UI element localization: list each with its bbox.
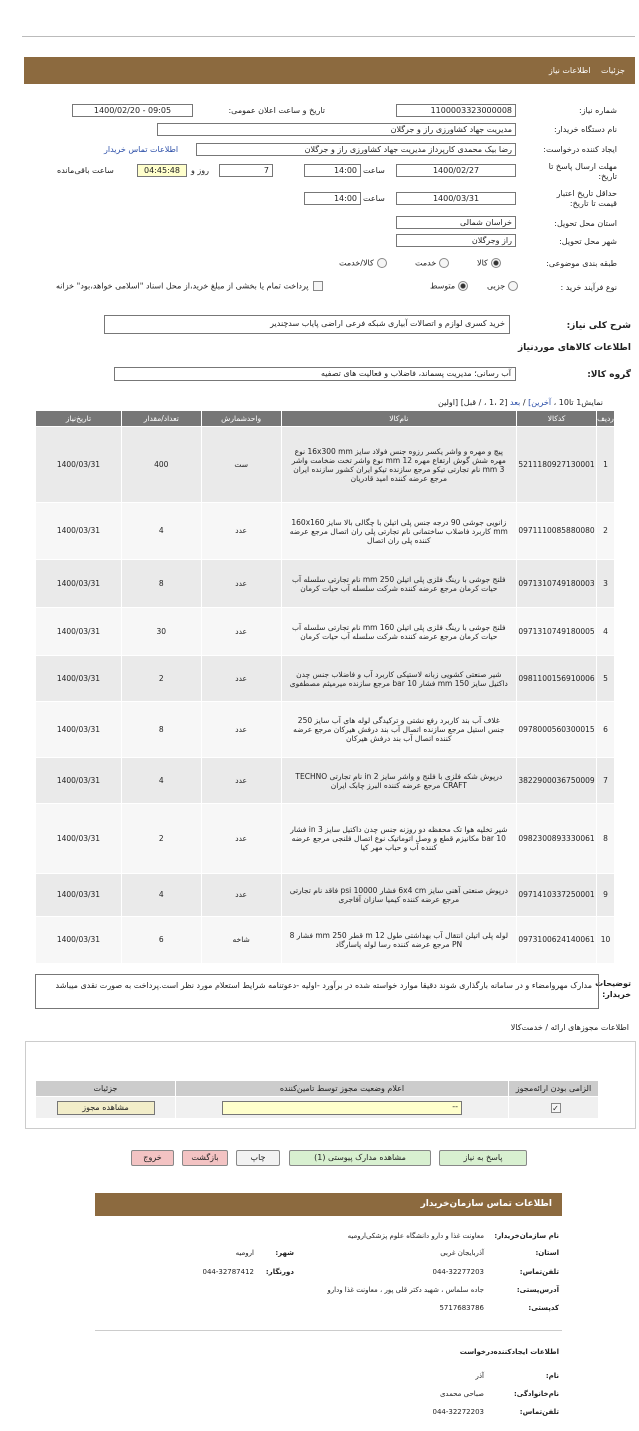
view-permit-button[interactable]: مشاهده مجوز (57, 1101, 155, 1115)
contact-divider (95, 1330, 562, 1331)
pager-prev[interactable]: / قبل] (460, 398, 482, 407)
item-qty: 4 (121, 503, 201, 560)
group-field: آب رسانی؛ مدیریت پسماند، فاضلاب و فعالیت های تصفیه (114, 367, 516, 381)
announce-field (72, 104, 193, 117)
items-col-header: تعداد/مقدار (121, 411, 201, 427)
item-date: 1400/03/31 (36, 758, 122, 804)
item-code: 3822900036750009 (517, 758, 597, 804)
contact-province-label: استان: (535, 1249, 559, 1257)
cat-service-label: خدمت (415, 258, 437, 268)
exit-button[interactable]: خروج (131, 1150, 174, 1166)
item-date: 1400/03/31 (36, 656, 122, 702)
item-unit: عدد (201, 874, 281, 917)
item-code: 0971310749180003 (517, 560, 597, 608)
tab-need-info[interactable]: اطلاعات نیاز (548, 66, 591, 75)
contact-org-label: نام سازمان‌خریدار: (494, 1232, 559, 1240)
buyer-contact-link[interactable]: اطلاعات تماس خریدار (104, 145, 179, 154)
table-row (36, 804, 615, 874)
item-date: 1400/03/31 (36, 917, 122, 964)
pager-pages[interactable]: [2 ،1 ، (483, 398, 508, 407)
pager: نمایش1 تا10 ، آخرین] / بعد [2 ،1 ، / قبل] [اولین (437, 398, 603, 407)
province-field: خراسان شمالی (396, 216, 516, 229)
row-number: 5 (597, 656, 615, 702)
checkbox-icon[interactable] (313, 281, 323, 291)
cat-both-option[interactable] (339, 258, 387, 268)
validity-time-label: ساعت (363, 194, 385, 203)
item-date: 1400/03/31 (36, 702, 122, 758)
pager-last[interactable]: آخرین] (528, 398, 552, 407)
row-number: 3 (597, 560, 615, 608)
item-code: 0981100156910006 (517, 656, 597, 702)
creator-info-title: اطلاعات ایجادکننده‌درخواست (459, 1348, 559, 1356)
notes-label: توضیحات خریدار: (595, 979, 631, 999)
row-number: 9 (597, 874, 615, 917)
item-code: 0982300893330061 (517, 804, 597, 874)
buyer-org-field: مدیریت جهاد کشاورزی راز و جرگلان (157, 123, 516, 136)
item-name: پیچ و مهره و واشر یکسر رزوه جنس فولاد سایز 16x300 mm نوع مهره شش گوش ارتفاع مهره 12 mm نوع واشر تخت ضخامت واشر 3 mm نام تجارتی تیکو مرجع سازنده تیکو ایران کشور سازنده ایران مرجع عرضه کننده امید قادریان (281, 427, 516, 503)
items-col-header: تاریخ‌نیاز (36, 411, 122, 427)
item-code: 0978000560300015 (517, 702, 597, 758)
permits-h-details: جزئیات (36, 1081, 176, 1097)
row-number: 4 (597, 608, 615, 656)
pager-text: نمایش1 تا10 ، (553, 398, 603, 407)
item-unit: ست (201, 427, 281, 503)
category-label: طبقه بندی موضوعی: (546, 259, 617, 268)
item-unit: عدد (201, 702, 281, 758)
contact-postal-label: کدپستی: (528, 1304, 559, 1312)
item-name: فلنج جوشی با رینگ فلزی پلی اتیلن 250 mm نام تجارتی سلسله آب حیات کرمان مرجع عرضه کننده شرکت سلسله آب حیات کرمان (281, 560, 516, 608)
cat-goods-label: کالا (477, 258, 488, 268)
contact-org: معاونت غذا و دارو دانشگاه علوم پزشکی‌ارومیه (347, 1232, 484, 1240)
attachments-button[interactable]: مشاهده مدارک پیوستی (1) (289, 1150, 431, 1166)
cat-both-label: کالا/خدمت (339, 258, 374, 268)
pager-next[interactable]: بعد (510, 398, 521, 407)
reply-time-field: 14:00 (304, 164, 361, 177)
announce-value: 1400/02/20 - 09:05 (93, 106, 172, 115)
radio-icon[interactable] (439, 258, 449, 268)
contact-phone: 044-32277203 (432, 1268, 484, 1276)
item-date: 1400/03/31 (36, 608, 122, 656)
items-col-header: کدکالا (517, 411, 597, 427)
radio-icon[interactable] (458, 281, 468, 291)
permits-h-required: الزامی بودن ارائه‌مجوز (509, 1081, 599, 1097)
validity-time-field: 14:00 (304, 192, 361, 205)
item-unit: عدد (201, 608, 281, 656)
item-unit: شاخه (201, 917, 281, 964)
permits-h-status: اعلام وضعیت مجوز توسط تامین‌کننده (176, 1081, 509, 1097)
items-table (35, 410, 615, 964)
top-divider (22, 36, 635, 37)
reply-deadline-label: مهلت ارسال پاسخ تا تاریخ: (548, 162, 617, 181)
item-code: 5211180927130001 (517, 427, 597, 503)
creator-field: رضا بیک محمدی کارپرداز مدیریت جهاد کشاورزی راز و جرگلان (196, 143, 516, 156)
group-label: گروه کالا: (587, 370, 631, 380)
item-qty: 6 (121, 917, 201, 964)
creator-family: صباحی محمدی (439, 1390, 484, 1398)
item-qty: 2 (121, 804, 201, 874)
creator-phone-label: تلفن‌تماس: (519, 1408, 559, 1416)
table-row (36, 758, 615, 804)
reply-date-field: 1400/02/27 (396, 164, 516, 177)
need-number-label: شماره نیاز: (579, 106, 617, 115)
radio-icon[interactable] (508, 281, 518, 291)
item-code: 0971310749180005 (517, 608, 597, 656)
contact-fax-label: دورنگار: (265, 1268, 294, 1276)
summary-field: خرید کسری لوازم و اتصالات آبیاری شبکه فرعی اراضی پایاب سدچندیر (104, 315, 510, 334)
row-number: 10 (597, 917, 615, 964)
item-code: 0973100624140061 (517, 917, 597, 964)
items-header-row (36, 411, 615, 427)
items-col-header: نام‌کالا (281, 411, 516, 427)
table-row (36, 608, 615, 656)
table-row (36, 503, 615, 560)
contact-postal: 5717683786 (439, 1304, 484, 1312)
back-button[interactable]: بازگشت (182, 1150, 228, 1166)
buyer-org-label: نام دستگاه خریدار: (554, 125, 617, 134)
row-number: 2 (597, 503, 615, 560)
contact-city-label: شهر: (275, 1249, 294, 1257)
pager-first[interactable]: [اولین (437, 398, 459, 407)
process-label: نوع فرآیند خرید : (560, 283, 617, 292)
permits-table (35, 1080, 599, 1119)
item-name: شیر تخلیه هوا تک محفظه دو روزنه جنس چدن داکتیل سایز 3 in فشار 10 bar مکانیزم قطع و وصل اتوماتیک نوع اتصال فلنجی مرجع عرضه کننده آب و حباب مهر کیا (281, 804, 516, 874)
validity-label: حداقل تاریخ اعتبار قیمت تا تاریخ: (556, 189, 617, 208)
creator-phone: 044-32272203 (432, 1408, 484, 1416)
contact-address: جاده سلماس ، شهید دکتر قلی پور ، معاونت غذا ودارو (327, 1286, 484, 1294)
contact-province: آذربایجان غربی (440, 1249, 484, 1257)
proc-small-label: جزیی (487, 281, 506, 291)
goods-title: اطلاعات کالاهای موردنیاز (517, 343, 631, 353)
contact-phone-label: تلفن‌تماس: (519, 1268, 559, 1276)
item-code: 0971410337250001 (517, 874, 597, 917)
creator-family-label: نام‌خانوادگی: (513, 1390, 559, 1398)
item-unit: عدد (201, 758, 281, 804)
permits-status-cell (176, 1097, 509, 1119)
item-unit: عدد (201, 804, 281, 874)
row-number: 7 (597, 758, 615, 804)
row-number: 8 (597, 804, 615, 874)
table-row (36, 427, 615, 503)
table-row (36, 560, 615, 608)
items-body (36, 427, 615, 964)
item-name: لوله پلی اتیلن انتقال آب بهداشتی طول 12 m قطر 250 mm فشار 8 PN مرجع عرضه کننده رسا لوله پاسارگاد (281, 917, 516, 964)
permits-required-cell (509, 1097, 599, 1119)
item-qty: 30 (121, 608, 201, 656)
item-date: 1400/03/31 (36, 503, 122, 560)
need-number-field: 1100003323000008 (396, 104, 516, 117)
table-row (36, 917, 615, 964)
print-button[interactable]: چاپ (236, 1150, 280, 1166)
cat-service-option[interactable] (415, 258, 449, 268)
item-unit: عدد (201, 560, 281, 608)
item-qty: 4 (121, 758, 201, 804)
reply-button[interactable]: پاسخ به نیاز (439, 1150, 527, 1166)
payment-option[interactable] (56, 281, 323, 291)
item-code: 0971110085880080 (517, 503, 597, 560)
city-label: شهر محل تحویل: (559, 237, 617, 246)
announce-label: تاریخ و ساعت اعلان عمومی: (228, 106, 325, 115)
row-number: 1 (597, 427, 615, 503)
item-name: شیر صنعتی کشویی زبانه لاستیکی کاربرد آب و فاضلاب جنس چدن داکتیل سایز 150 mm فشار 10 bar مرجع سازنده میرمیثم مصطفوی (281, 656, 516, 702)
item-qty: 8 (121, 702, 201, 758)
validity-date-field: 1400/03/31 (396, 192, 516, 205)
check-icon: ✓ (552, 1103, 559, 1113)
items-col-header: واحدشمارش (201, 411, 281, 427)
permits-title: اطلاعات مجوزهای ارائه / خدمت‌کالا (510, 1023, 629, 1032)
item-name: درپوش شکه فلزی با فلنج و واشر سایز 2 in نام تجارتی TECHNO CRAFT مرجع عرضه کننده البرز چابک ایران (281, 758, 516, 804)
row-number: 6 (597, 702, 615, 758)
proc-small-option[interactable] (487, 281, 518, 291)
table-row (36, 702, 615, 758)
remaining-label: ساعت باقی‌مانده (57, 166, 114, 175)
item-name: فلنج جوشی با رینگ فلزی پلی اتیلن 160 mm نام تجارتی سلسله آب حیات کرمان مرجع عرضه کننده شرکت سلسله آب حیات کرمان (281, 608, 516, 656)
cat-goods-option[interactable] (477, 258, 501, 268)
time-label: ساعت (363, 166, 385, 175)
radio-icon[interactable] (491, 258, 501, 268)
province-label: استان محل تحویل: (554, 219, 617, 228)
item-qty: 8 (121, 560, 201, 608)
contact-address-label: آدرس‌پستی: (516, 1286, 559, 1294)
item-name: زانویی جوشی 90 درجه جنس پلی اتیلن با چگالی بالا سایز 160x160 mm کاربرد فاضلاب ساختمانی نام تجارتی پلی ران اتصال مرجع عرضه کننده پلی ران اتصال (281, 503, 516, 560)
item-name: درپوش صنعتی آهنی سایز 6x4 cm فشار 10000 psi فاقد نام تجارتی مرجع عرضه کننده کیمیا سازان آفاجری (281, 874, 516, 917)
permits-details-cell (36, 1097, 176, 1119)
summary-label: شرح کلی نیاز: (566, 321, 631, 331)
contact-fax: 044-32787412 (202, 1268, 254, 1276)
notes-field: مدارک مهروامضاء و در سامانه بارگذاری شوند دقیقا موارد خواسته شده در برآورد -اولیه -دعوتنامه شرایط استعلام مورد نظر است.پرداخت به صورت نقدی میباشد (35, 974, 599, 1009)
item-qty: 2 (121, 656, 201, 702)
item-qty: 400 (121, 427, 201, 503)
item-unit: عدد (201, 503, 281, 560)
days-field: 7 (219, 164, 273, 177)
creator-name-label: نام: (545, 1372, 559, 1380)
item-date: 1400/03/31 (36, 874, 122, 917)
item-date: 1400/03/31 (36, 804, 122, 874)
proc-medium-label: متوسط (430, 281, 456, 291)
creator-name: آذر (475, 1372, 484, 1380)
contact-header: اطلاعات تماس سازمان‌خریدار (95, 1193, 562, 1216)
radio-icon[interactable] (377, 258, 387, 268)
item-unit: عدد (201, 656, 281, 702)
day-label: روز و (191, 166, 209, 175)
item-date: 1400/03/31 (36, 560, 122, 608)
tab-details[interactable]: جزئیات (601, 66, 625, 75)
remaining-time-field: 04:45:48 (137, 164, 187, 177)
contact-city: ارومیه (235, 1249, 254, 1257)
item-name: غلاف آب بند کاربرد رفع نشتی و ترکیدگی لوله های آب سایز 250 جنس استیل مرجع سازنده اتصال آب بند درفش هیرکان مرجع عرضه کننده اتصال آب بند درفش هیرکان (281, 702, 516, 758)
payment-note: پرداخت تمام یا بخشی از مبلغ خرید،از محل اسناد "اسلامی خواهد،بود" خزانه (56, 281, 309, 291)
city-field: راز وجرگلان (396, 234, 516, 247)
table-row (36, 874, 615, 917)
proc-medium-option[interactable] (430, 281, 468, 291)
item-date: 1400/03/31 (36, 427, 122, 503)
items-col-header: ردیف (597, 411, 615, 427)
item-qty: 4 (121, 874, 201, 917)
permits-status-field[interactable]: -- (222, 1101, 462, 1115)
creator-label: ایجاد کننده درخواست: (543, 145, 617, 154)
page-header (24, 57, 635, 84)
table-row (36, 656, 615, 702)
